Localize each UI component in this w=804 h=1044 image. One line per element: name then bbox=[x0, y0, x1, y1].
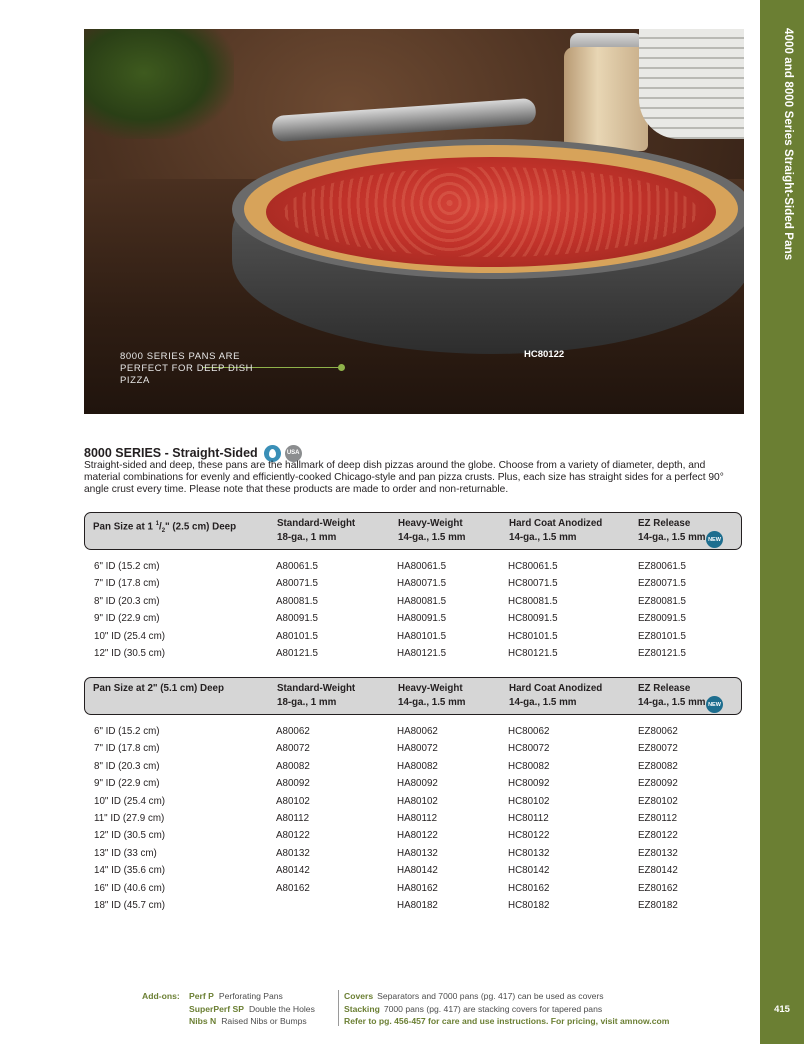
cell-pan-size: 18" ID (45.7 cm) bbox=[94, 899, 165, 911]
header-ez-release: EZ Release 14-ga., 1.5 mm bbox=[638, 683, 706, 708]
cheese-shaker bbox=[564, 47, 648, 151]
cell-standard-weight: A80081.5 bbox=[276, 595, 318, 607]
cell-pan-size: 11" ID (27.9 cm) bbox=[94, 812, 165, 824]
table-body bbox=[84, 558, 742, 662]
cell-ez-release: EZ80091.5 bbox=[638, 613, 686, 625]
pizza-cutter bbox=[271, 98, 536, 142]
cell-ez-release: EZ80072 bbox=[638, 743, 678, 755]
table-row bbox=[84, 897, 742, 914]
plant bbox=[84, 29, 234, 139]
header-heavy-weight: Heavy-Weight 14-ga., 1.5 mm bbox=[398, 683, 466, 708]
cell-standard-weight: A80112 bbox=[276, 812, 310, 824]
water-drop-icon bbox=[264, 445, 281, 462]
table-row bbox=[84, 758, 742, 775]
cell-standard-weight: A80162 bbox=[276, 882, 310, 894]
header-heavy-weight: Heavy-Weight 14-ga., 1.5 mm bbox=[398, 518, 466, 543]
cell-pan-size: 13" ID (33 cm) bbox=[94, 847, 157, 859]
cell-heavy-weight: HA80082 bbox=[397, 760, 438, 772]
cell-ez-release: EZ80162 bbox=[638, 882, 678, 894]
cell-heavy-weight: HA80182 bbox=[397, 899, 438, 911]
cell-hard-coat: HC80112 bbox=[508, 812, 549, 824]
header-ez-release: EZ Release 14-ga., 1.5 mm bbox=[638, 518, 706, 543]
table-row bbox=[84, 575, 742, 592]
table-row bbox=[84, 827, 742, 844]
header-standard-weight: Standard-Weight 18-ga., 1 mm bbox=[277, 683, 356, 708]
header-pan-size: Pan Size at 2" (5.1 cm) Deep bbox=[93, 683, 224, 694]
cell-hard-coat: HC80082 bbox=[508, 760, 550, 772]
table-body bbox=[84, 723, 742, 914]
cell-heavy-weight: HA80112 bbox=[397, 812, 438, 824]
cell-heavy-weight: HA80122 bbox=[397, 830, 438, 842]
note-stacking: Stacking 7000 pans (pg. 417) are stacking covers for tapered pans bbox=[344, 1003, 603, 1014]
cell-pan-size: 7" ID (17.8 cm) bbox=[94, 578, 160, 590]
cell-ez-release: EZ80122 bbox=[638, 830, 678, 842]
table-header bbox=[84, 677, 742, 715]
series-description: Straight-sided and deep, these pans are the hallmark of deep dish pizzas around the globe. Choose from a variety of diameter, depth, and material combinations for evenly and efficiently-cooked Chicago-style and pan pizza crusts. Plus, each size has straight sides for a perfect 90° angle crust every time. Please note that these products are made to order and non-returnable. bbox=[84, 460, 724, 495]
cell-heavy-weight: HA80121.5 bbox=[397, 647, 447, 659]
cell-ez-release: EZ80071.5 bbox=[638, 578, 686, 590]
cell-heavy-weight: HA80091.5 bbox=[397, 613, 447, 625]
table-row bbox=[84, 593, 742, 610]
new-badge: NEW bbox=[706, 531, 723, 548]
addon-superperf: SuperPerf SP Double the Holes bbox=[189, 1003, 315, 1014]
cell-ez-release: EZ80142 bbox=[638, 865, 678, 877]
cell-pan-size: 12" ID (30.5 cm) bbox=[94, 830, 165, 842]
plate-stack bbox=[639, 29, 744, 139]
cell-heavy-weight: HA80092 bbox=[397, 778, 438, 790]
cell-ez-release: EZ80102 bbox=[638, 795, 678, 807]
cell-hard-coat: HC80071.5 bbox=[508, 578, 558, 590]
cell-hard-coat: HC80132 bbox=[508, 847, 550, 859]
cell-standard-weight: A80062 bbox=[276, 726, 310, 737]
cell-pan-size: 16" ID (40.6 cm) bbox=[94, 882, 165, 894]
header-hard-coat: Hard Coat Anodized 14-ga., 1.5 mm bbox=[509, 683, 603, 708]
cell-standard-weight: A80121.5 bbox=[276, 647, 318, 659]
cell-hard-coat: HC80072 bbox=[508, 743, 550, 755]
cell-standard-weight: A80142 bbox=[276, 865, 310, 877]
cell-hard-coat: HC80092 bbox=[508, 778, 550, 790]
page-number: 415 bbox=[774, 1004, 790, 1015]
header-hard-coat: Hard Coat Anodized 14-ga., 1.5 mm bbox=[509, 518, 603, 543]
header-standard-weight: Standard-Weight 18-ga., 1 mm bbox=[277, 518, 356, 543]
cell-heavy-weight: HA80101.5 bbox=[397, 630, 447, 642]
cell-heavy-weight: HA80132 bbox=[397, 847, 438, 859]
cell-heavy-weight: HA80142 bbox=[397, 865, 438, 877]
table-row bbox=[84, 793, 742, 810]
table-row bbox=[84, 645, 742, 662]
series-title: 8000 SERIES - Straight-Sided bbox=[84, 446, 258, 460]
cell-heavy-weight: HA80102 bbox=[397, 795, 438, 807]
cell-pan-size: 9" ID (22.9 cm) bbox=[94, 778, 160, 790]
cell-standard-weight: A80091.5 bbox=[276, 613, 318, 625]
addon-perf: Perf P Perforating Pans bbox=[189, 991, 283, 1001]
table-row bbox=[84, 558, 742, 575]
cell-ez-release: EZ80121.5 bbox=[638, 647, 686, 659]
cell-pan-size: 6" ID (15.2 cm) bbox=[94, 726, 160, 737]
hero-photo bbox=[84, 29, 744, 414]
cell-pan-size: 12" ID (30.5 cm) bbox=[94, 647, 165, 659]
cell-pan-size: 10" ID (25.4 cm) bbox=[94, 630, 165, 642]
table-row bbox=[84, 845, 742, 862]
cell-ez-release: EZ80082 bbox=[638, 760, 678, 772]
cell-ez-release: EZ80132 bbox=[638, 847, 678, 859]
cell-pan-size: 9" ID (22.9 cm) bbox=[94, 613, 160, 625]
cell-pan-size: 7" ID (17.8 cm) bbox=[94, 743, 160, 755]
table-row bbox=[84, 862, 742, 879]
photo-callout-code: HC80122 bbox=[524, 349, 565, 360]
cell-hard-coat: HC80102 bbox=[508, 795, 550, 807]
cell-ez-release: EZ80182 bbox=[638, 899, 678, 911]
cell-hard-coat: HC80142 bbox=[508, 865, 550, 877]
cell-pan-size: 8" ID (20.3 cm) bbox=[94, 760, 160, 772]
table-row bbox=[84, 723, 742, 740]
addons-label: Add-ons: bbox=[142, 991, 180, 1001]
cell-standard-weight: A80102 bbox=[276, 795, 310, 807]
cell-standard-weight: A80061.5 bbox=[276, 561, 318, 572]
cell-hard-coat: HC80121.5 bbox=[508, 647, 558, 659]
callout-dot bbox=[338, 364, 345, 371]
cell-standard-weight: A80072 bbox=[276, 743, 310, 755]
cell-hard-coat: HC80162 bbox=[508, 882, 550, 894]
usa-badge: USA bbox=[285, 445, 302, 462]
table-row bbox=[84, 610, 742, 627]
cell-hard-coat: HC80081.5 bbox=[508, 595, 558, 607]
table-row bbox=[84, 775, 742, 792]
cell-hard-coat: HC80061.5 bbox=[508, 561, 558, 572]
cell-standard-weight: A80092 bbox=[276, 778, 310, 790]
table-header bbox=[84, 512, 742, 550]
cell-heavy-weight: HA80072 bbox=[397, 743, 438, 755]
note-covers: Covers Separators and 7000 pans (pg. 417) can be used as covers bbox=[344, 991, 604, 1001]
table-row bbox=[84, 810, 742, 827]
pizza-cheese bbox=[284, 167, 698, 257]
new-badge: NEW bbox=[706, 696, 723, 713]
photo-caption: 8000 SERIES PANS ARE PERFECT FOR DEEP DISH PIZZA bbox=[120, 351, 254, 386]
cell-heavy-weight: HA80061.5 bbox=[397, 561, 447, 572]
cell-hard-coat: HC80062 bbox=[508, 726, 550, 737]
addon-nibs: Nibs N Raised Nibs or Bumps bbox=[189, 1016, 307, 1026]
cell-ez-release: EZ80092 bbox=[638, 778, 678, 790]
cell-ez-release: EZ80101.5 bbox=[638, 630, 686, 642]
cell-pan-size: 14" ID (35.6 cm) bbox=[94, 865, 165, 877]
cell-pan-size: 8" ID (20.3 cm) bbox=[94, 595, 160, 607]
cell-ez-release: EZ80081.5 bbox=[638, 595, 686, 607]
footer bbox=[0, 988, 760, 1038]
footer-divider bbox=[338, 990, 339, 1026]
cell-hard-coat: HC80122 bbox=[508, 830, 550, 842]
cell-standard-weight: A80071.5 bbox=[276, 578, 318, 590]
cell-hard-coat: HC80101.5 bbox=[508, 630, 558, 642]
cell-hard-coat: HC80182 bbox=[508, 899, 550, 911]
cell-heavy-weight: HA80162 bbox=[397, 882, 438, 894]
cell-ez-release: EZ80112 bbox=[638, 812, 678, 824]
table-1-inch-deep bbox=[84, 512, 742, 662]
cell-heavy-weight: HA80062 bbox=[397, 726, 438, 737]
section-title: 4000 and 8000 Series Straight-Sided Pans bbox=[782, 28, 794, 261]
cell-standard-weight: A80082 bbox=[276, 760, 310, 772]
cell-heavy-weight: HA80081.5 bbox=[397, 595, 447, 607]
table-2-inch-deep bbox=[84, 677, 742, 914]
cell-heavy-weight: HA80071.5 bbox=[397, 578, 447, 590]
cell-standard-weight: A80101.5 bbox=[276, 630, 318, 642]
table-row bbox=[84, 628, 742, 645]
care-instructions: Refer to pg. 456-457 for care and use instructions. For pricing, visit amnow.com bbox=[344, 1016, 670, 1026]
cell-ez-release: EZ80061.5 bbox=[638, 561, 686, 572]
header-pan-size: Pan Size at 1 $^1/_2$" (2.5 cm) Deep bbox=[93, 521, 237, 535]
cell-ez-release: EZ80062 bbox=[638, 726, 678, 737]
cell-hard-coat: HC80091.5 bbox=[508, 613, 558, 625]
cell-standard-weight: A80132 bbox=[276, 847, 310, 859]
table-row bbox=[84, 740, 742, 757]
cell-pan-size: 6" ID (15.2 cm) bbox=[94, 561, 160, 572]
cell-pan-size: 10" ID (25.4 cm) bbox=[94, 795, 165, 807]
table-row bbox=[84, 880, 742, 897]
cell-standard-weight: A80122 bbox=[276, 830, 310, 842]
